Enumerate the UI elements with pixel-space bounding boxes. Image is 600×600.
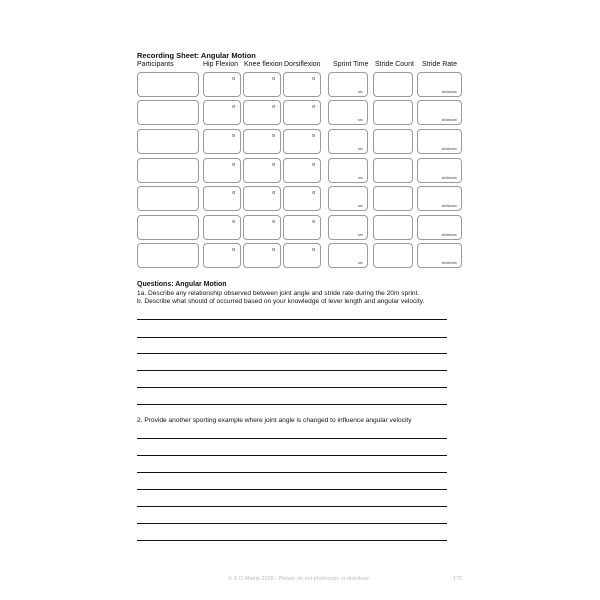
knee-flexion-cell[interactable] bbox=[243, 158, 281, 183]
unit-label-sec: sec bbox=[358, 233, 363, 237]
answer-line[interactable] bbox=[137, 319, 447, 320]
degree-symbol: o bbox=[272, 247, 275, 253]
degree-symbol: o bbox=[272, 76, 275, 82]
table-row bbox=[137, 243, 462, 268]
column-header-hip-flexion: Hip Flexion bbox=[203, 61, 239, 68]
stride-rate-cell[interactable] bbox=[417, 243, 462, 268]
unit-label-strides-per-sec: strides/sec bbox=[441, 176, 457, 180]
sprint-time-cell[interactable] bbox=[328, 186, 368, 211]
stride-count-cell[interactable] bbox=[373, 129, 413, 154]
stride-rate-cell[interactable] bbox=[417, 72, 462, 97]
hip-flexion-cell[interactable] bbox=[203, 72, 241, 97]
answer-line[interactable] bbox=[137, 438, 447, 439]
stride-rate-cell[interactable] bbox=[417, 129, 462, 154]
stride-count-cell[interactable] bbox=[373, 186, 413, 211]
unit-label-sec: sec bbox=[358, 118, 363, 122]
unit-label-sec: sec bbox=[358, 176, 363, 180]
stride-count-cell[interactable] bbox=[373, 100, 413, 125]
sprint-time-cell[interactable] bbox=[328, 129, 368, 154]
participant-cell[interactable] bbox=[137, 243, 199, 268]
question-1a: 1a. Describe any relationship observed between joint angle and stride rate during the 20m sprint. bbox=[137, 290, 420, 297]
column-header-sprint-time: Sprint Time bbox=[333, 61, 369, 68]
column-header-stride-rate: Stride Rate bbox=[422, 61, 458, 68]
participant-cell[interactable] bbox=[137, 129, 199, 154]
stride-rate-cell[interactable] bbox=[417, 215, 462, 240]
unit-label-strides-per-sec: strides/sec bbox=[441, 90, 457, 94]
answer-line[interactable] bbox=[137, 489, 447, 490]
dorsiflexion-cell[interactable] bbox=[283, 129, 321, 154]
table-row bbox=[137, 215, 462, 240]
unit-label-sec: sec bbox=[358, 147, 363, 151]
degree-symbol: o bbox=[312, 247, 315, 253]
degree-symbol: o bbox=[312, 104, 315, 110]
answer-line[interactable] bbox=[137, 387, 447, 388]
knee-flexion-cell[interactable] bbox=[243, 100, 281, 125]
unit-label-sec: sec bbox=[358, 261, 363, 265]
answer-line[interactable] bbox=[137, 523, 447, 524]
degree-symbol: o bbox=[272, 190, 275, 196]
column-header-dorsiflexion: Dorsiflexion bbox=[284, 61, 321, 68]
degree-symbol: o bbox=[232, 162, 235, 168]
answer-line[interactable] bbox=[137, 540, 447, 541]
degree-symbol: o bbox=[232, 104, 235, 110]
sprint-time-cell[interactable] bbox=[328, 72, 368, 97]
degree-symbol: o bbox=[312, 219, 315, 225]
answer-line[interactable] bbox=[137, 353, 447, 354]
dorsiflexion-cell[interactable] bbox=[283, 158, 321, 183]
degree-symbol: o bbox=[272, 133, 275, 139]
degree-symbol: o bbox=[272, 104, 275, 110]
answer-line[interactable] bbox=[137, 455, 447, 456]
stride-rate-cell[interactable] bbox=[417, 158, 462, 183]
knee-flexion-cell[interactable] bbox=[243, 72, 281, 97]
hip-flexion-cell[interactable] bbox=[203, 243, 241, 268]
degree-symbol: o bbox=[232, 133, 235, 139]
unit-label-strides-per-sec: strides/sec bbox=[441, 261, 457, 265]
unit-label-strides-per-sec: strides/sec bbox=[441, 147, 457, 151]
footer-copyright: © S O Martin 2026 - Please do not photocopy or distribute bbox=[228, 576, 370, 582]
degree-symbol: o bbox=[232, 247, 235, 253]
column-header-participants: Participants bbox=[137, 61, 174, 68]
hip-flexion-cell[interactable] bbox=[203, 215, 241, 240]
participant-cell[interactable] bbox=[137, 100, 199, 125]
table-row bbox=[137, 186, 462, 211]
dorsiflexion-cell[interactable] bbox=[283, 186, 321, 211]
footer-page-number: 175 bbox=[453, 576, 463, 582]
answer-line[interactable] bbox=[137, 404, 447, 405]
stride-rate-cell[interactable] bbox=[417, 100, 462, 125]
degree-symbol: o bbox=[232, 76, 235, 82]
sprint-time-cell[interactable] bbox=[328, 158, 368, 183]
unit-label-strides-per-sec: strides/sec bbox=[441, 118, 457, 122]
knee-flexion-cell[interactable] bbox=[243, 186, 281, 211]
dorsiflexion-cell[interactable] bbox=[283, 100, 321, 125]
stride-count-cell[interactable] bbox=[373, 158, 413, 183]
table-row bbox=[137, 72, 462, 97]
answer-line[interactable] bbox=[137, 337, 447, 338]
unit-label-strides-per-sec: strides/sec bbox=[441, 204, 457, 208]
dorsiflexion-cell[interactable] bbox=[283, 215, 321, 240]
knee-flexion-cell[interactable] bbox=[243, 215, 281, 240]
table-row bbox=[137, 129, 462, 154]
dorsiflexion-cell[interactable] bbox=[283, 243, 321, 268]
hip-flexion-cell[interactable] bbox=[203, 186, 241, 211]
hip-flexion-cell[interactable] bbox=[203, 158, 241, 183]
degree-symbol: o bbox=[312, 76, 315, 82]
stride-count-cell[interactable] bbox=[373, 243, 413, 268]
questions-title: Questions: Angular Motion bbox=[137, 281, 227, 288]
stride-rate-cell[interactable] bbox=[417, 186, 462, 211]
unit-label-sec: sec bbox=[358, 90, 363, 94]
degree-symbol: o bbox=[232, 219, 235, 225]
knee-flexion-cell[interactable] bbox=[243, 243, 281, 268]
participant-cell[interactable] bbox=[137, 186, 199, 211]
participant-cell[interactable] bbox=[137, 158, 199, 183]
answer-line[interactable] bbox=[137, 506, 447, 507]
unit-label-strides-per-sec: strides/sec bbox=[441, 233, 457, 237]
stride-count-cell[interactable] bbox=[373, 72, 413, 97]
hip-flexion-cell[interactable] bbox=[203, 100, 241, 125]
knee-flexion-cell[interactable] bbox=[243, 129, 281, 154]
dorsiflexion-cell[interactable] bbox=[283, 72, 321, 97]
participant-cell[interactable] bbox=[137, 72, 199, 97]
sprint-time-cell[interactable] bbox=[328, 100, 368, 125]
stride-count-cell[interactable] bbox=[373, 215, 413, 240]
table-row bbox=[137, 100, 462, 125]
degree-symbol: o bbox=[272, 219, 275, 225]
sprint-time-cell[interactable] bbox=[328, 215, 368, 240]
question-2: 2. Provide another sporting example where joint angle is changed to influence angular velocity bbox=[137, 417, 412, 424]
column-header-stride-count: Stride Count bbox=[375, 61, 414, 68]
degree-symbol: o bbox=[232, 190, 235, 196]
degree-symbol: o bbox=[312, 133, 315, 139]
table-row bbox=[137, 158, 462, 183]
degree-symbol: o bbox=[272, 162, 275, 168]
column-header-knee-flexion: Knee flexion bbox=[244, 61, 283, 68]
degree-symbol: o bbox=[312, 190, 315, 196]
answer-line[interactable] bbox=[137, 370, 447, 371]
sprint-time-cell[interactable] bbox=[328, 243, 368, 268]
recording-sheet-title: Recording Sheet: Angular Motion bbox=[137, 51, 256, 60]
answer-line[interactable] bbox=[137, 472, 447, 473]
unit-label-sec: sec bbox=[358, 204, 363, 208]
hip-flexion-cell[interactable] bbox=[203, 129, 241, 154]
participant-cell[interactable] bbox=[137, 215, 199, 240]
question-1b: b. Describe what should of occurred based on your knowledge of lever length and angular velocity. bbox=[137, 298, 425, 305]
degree-symbol: o bbox=[312, 162, 315, 168]
